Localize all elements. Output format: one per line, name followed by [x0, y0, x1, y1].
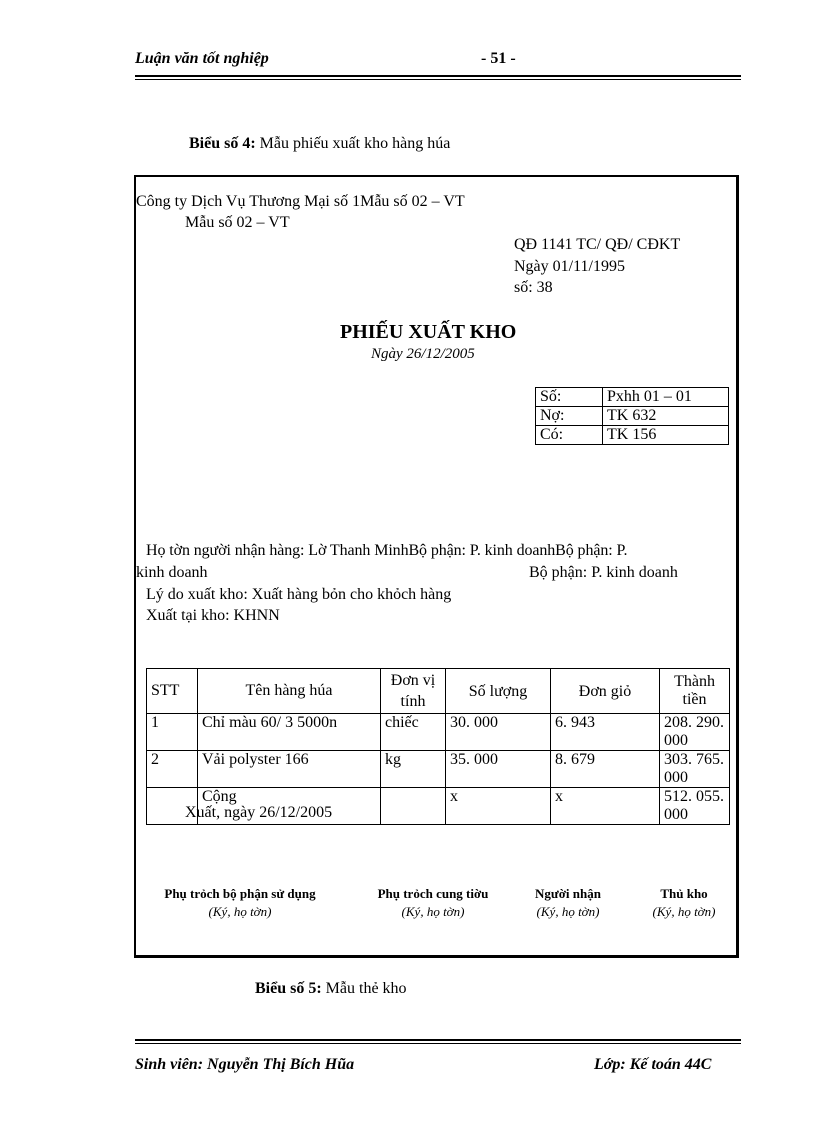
footer-rule-thin [135, 1043, 741, 1044]
cell-unit: kg [381, 751, 446, 788]
cell-stt: 1 [147, 714, 198, 751]
col-header: Số lượng [446, 669, 551, 714]
document-date: Ngày 26/12/2005 [371, 346, 475, 362]
accounts-row [536, 388, 729, 407]
decision-date: Ngày 01/11/1995 [514, 258, 625, 275]
cell-price: 8. 679 [551, 751, 660, 788]
signature-title: Phụ trỏch cung tiờu [377, 886, 489, 901]
signature-title: Người nhận [535, 886, 601, 901]
cell-amount: 208. 290. 000 [660, 714, 730, 751]
figure-caption-5 [255, 980, 407, 998]
cell-name: Chỉ màu 60/ 3 5000n [198, 714, 381, 751]
cell-amount: 303. 765. 000 [660, 751, 730, 788]
signature-block [358, 886, 508, 920]
col-header: Đơn vị tính [381, 669, 446, 714]
cell-qty: x [446, 788, 551, 825]
caption-label: Biểu số 4: [189, 135, 256, 152]
company-line-1: Công ty Dịch Vụ Thương Mại số 1Mẫu số 02 – VT [136, 193, 465, 210]
accounts-key: Nợ: [536, 407, 603, 426]
cell-name: Cộng [198, 788, 381, 825]
accounts-key: Có: [536, 426, 603, 445]
caption-text: Mẫu phiếu xuất kho hàng húa [255, 135, 451, 152]
goods-table [146, 668, 730, 825]
signature-note: (Ký, họ tờn) [401, 904, 465, 919]
cell-name: Vải polyster 166 [198, 751, 381, 788]
accounts-row [536, 426, 729, 445]
cell-stt: 2 [147, 751, 198, 788]
issue-reason: Lý do xuất kho: Xuất hàng bỏn cho khỏch hàng [146, 586, 452, 603]
accounts-value: TK 632 [603, 407, 729, 426]
issue-date: Xuất, ngày 26/12/2005 [185, 804, 333, 821]
header-rule-thin [135, 79, 741, 80]
decision-number: QĐ 1141 TC/ QĐ/ CĐKT [514, 236, 681, 253]
table-row [147, 714, 730, 751]
page-number: - 51 - [481, 50, 516, 67]
header-rule-thick [135, 75, 741, 77]
caption-label: Biểu số 5: [255, 980, 322, 997]
footer-class: Lớp: Kế toán 44C [594, 1056, 712, 1073]
signature-title: Thủ kho [660, 886, 708, 901]
col-header: Tên hàng húa [198, 669, 381, 714]
accounts-key: Số: [536, 388, 603, 407]
col-header: Đơn giỏ [551, 669, 660, 714]
col-header: STT [147, 669, 198, 714]
voucher-serial: số: 38 [514, 279, 553, 296]
running-header-title: Luận văn tốt nghiệp [135, 50, 269, 67]
signature-note: (Ký, họ tờn) [208, 904, 272, 919]
col-header: Thành tiền [660, 669, 730, 714]
cell-unit: chiếc [381, 714, 446, 751]
company-line-2: Mẫu số 02 – VT [185, 214, 290, 231]
receiver-line-1: Họ tờn người nhận hàng: Lờ Thanh MinhBộ phận: P. kinh doanhBộ phận: P. [146, 542, 628, 559]
signature-block [140, 886, 340, 920]
cell-price: x [551, 788, 660, 825]
document-title: PHIẾU XUẤT KHO [340, 321, 517, 343]
accounts-table [535, 387, 729, 445]
receiver-line-2a: kinh doanh [136, 564, 208, 581]
receiver-line-2b: Bộ phận: P. kinh doanh [529, 564, 678, 581]
footer-student: Sinh viên: Nguyễn Thị Bích Hũa [135, 1056, 355, 1073]
table-row [147, 751, 730, 788]
cell-amount: 512. 055. 000 [660, 788, 730, 825]
accounts-value: Pxhh 01 – 01 [603, 388, 729, 407]
issue-warehouse: Xuất tại kho: KHNN [146, 607, 280, 624]
accounts-value: TK 156 [603, 426, 729, 445]
goods-header-row [147, 669, 730, 714]
signature-note: (Ký, họ tờn) [652, 904, 716, 919]
signature-block [518, 886, 618, 920]
caption-text: Mẫu thẻ kho [321, 980, 407, 997]
cell-qty: 30. 000 [446, 714, 551, 751]
accounts-row [536, 407, 729, 426]
signature-block [636, 886, 732, 920]
cell-price: 6. 943 [551, 714, 660, 751]
cell-qty: 35. 000 [446, 751, 551, 788]
cell-unit [381, 788, 446, 825]
signature-title: Phụ trỏch bộ phận sử dụng [164, 886, 316, 901]
footer-rule-thick [135, 1039, 741, 1041]
figure-caption-4 [189, 135, 450, 153]
signature-note: (Ký, họ tờn) [536, 904, 600, 919]
